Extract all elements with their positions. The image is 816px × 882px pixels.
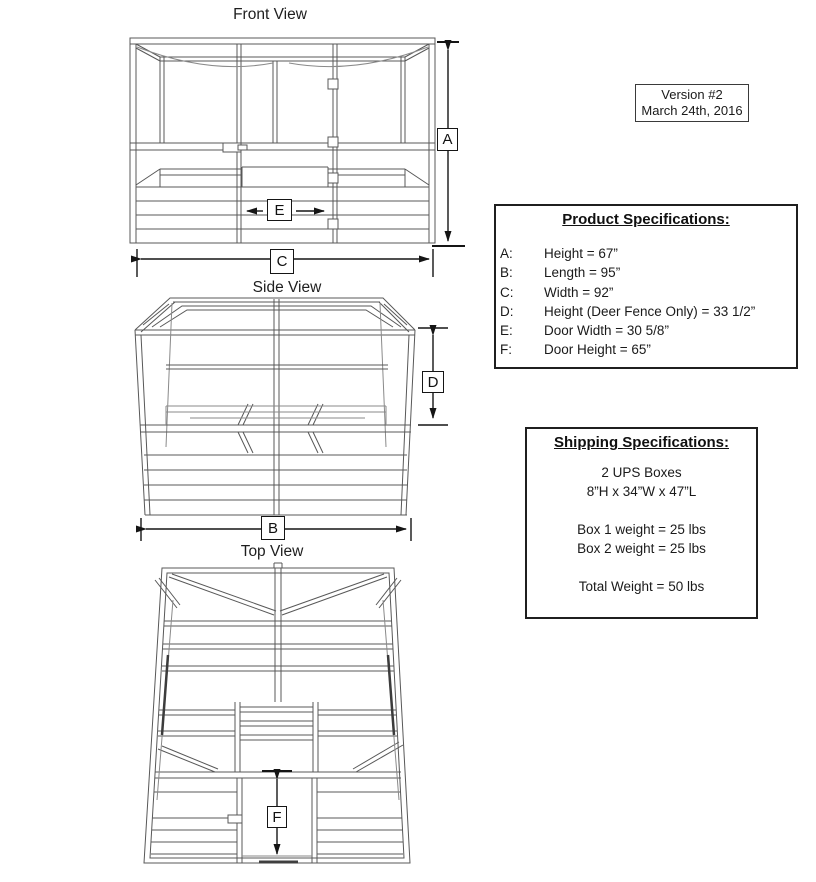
spec-row-c: [496, 283, 796, 302]
product-specifications-title: Product Specifications:: [562, 211, 730, 228]
side-structure-lines: [135, 298, 415, 515]
spec-row-e: [496, 321, 796, 340]
dim-label-f: F: [267, 806, 287, 828]
top-door-latch: [228, 815, 242, 823]
spec-key: E:: [500, 323, 513, 339]
dim-label-b: B: [261, 516, 285, 540]
product-specifications-list: [496, 244, 796, 360]
spec-row-a: [496, 244, 796, 263]
spec-key: F:: [500, 342, 512, 358]
shipping-box-weights: [527, 520, 756, 558]
shipping-line: 2 UPS Boxes: [601, 465, 682, 480]
product-specifications-box: [494, 204, 798, 369]
shipping-boxes-info: [527, 463, 756, 501]
side-view-drawing: [130, 292, 450, 547]
front-view-title: Front View: [233, 6, 307, 23]
spec-value: Door Width = 30 5/8”: [544, 323, 669, 339]
dim-label-d: D: [422, 371, 444, 393]
spec-value: Door Height = 65”: [544, 342, 651, 358]
shipping-line: Box 2 weight = 25 lbs: [577, 541, 706, 556]
version-box: [635, 84, 749, 122]
spec-row-d: [496, 302, 796, 321]
version-date: March 24th, 2016: [641, 103, 743, 118]
spec-value: Width = 92”: [544, 284, 614, 300]
spec-key: B:: [500, 265, 513, 281]
shipping-line: Box 1 weight = 25 lbs: [577, 522, 706, 537]
spec-key: A:: [500, 246, 513, 261]
shipping-line: 8”H x 34”W x 47”L: [586, 484, 697, 499]
spec-key: D:: [500, 303, 514, 319]
side-view-title: Side View: [252, 279, 322, 296]
dim-label-e: E: [267, 199, 292, 221]
shipping-specifications-title: Shipping Specifications:: [553, 434, 729, 451]
spec-value: Length = 95”: [544, 265, 621, 281]
shipping-total-weight: [527, 577, 756, 596]
front-view-drawing: [125, 34, 470, 284]
dim-label-a: A: [437, 128, 458, 151]
version-number: Version #2: [661, 87, 723, 102]
spec-row-b: [496, 263, 796, 282]
shipping-specifications-box: [525, 427, 758, 619]
shipping-line: Total Weight = 50 lbs: [578, 579, 705, 594]
spec-value: Height (Deer Fence Only) = 33 1/2”: [544, 303, 756, 319]
spec-key: C:: [500, 284, 514, 300]
spec-row-f: [496, 340, 796, 359]
dim-label-c: C: [270, 249, 294, 274]
top-view-title: Top View: [240, 543, 304, 560]
spec-value: Height = 67”: [544, 246, 618, 261]
